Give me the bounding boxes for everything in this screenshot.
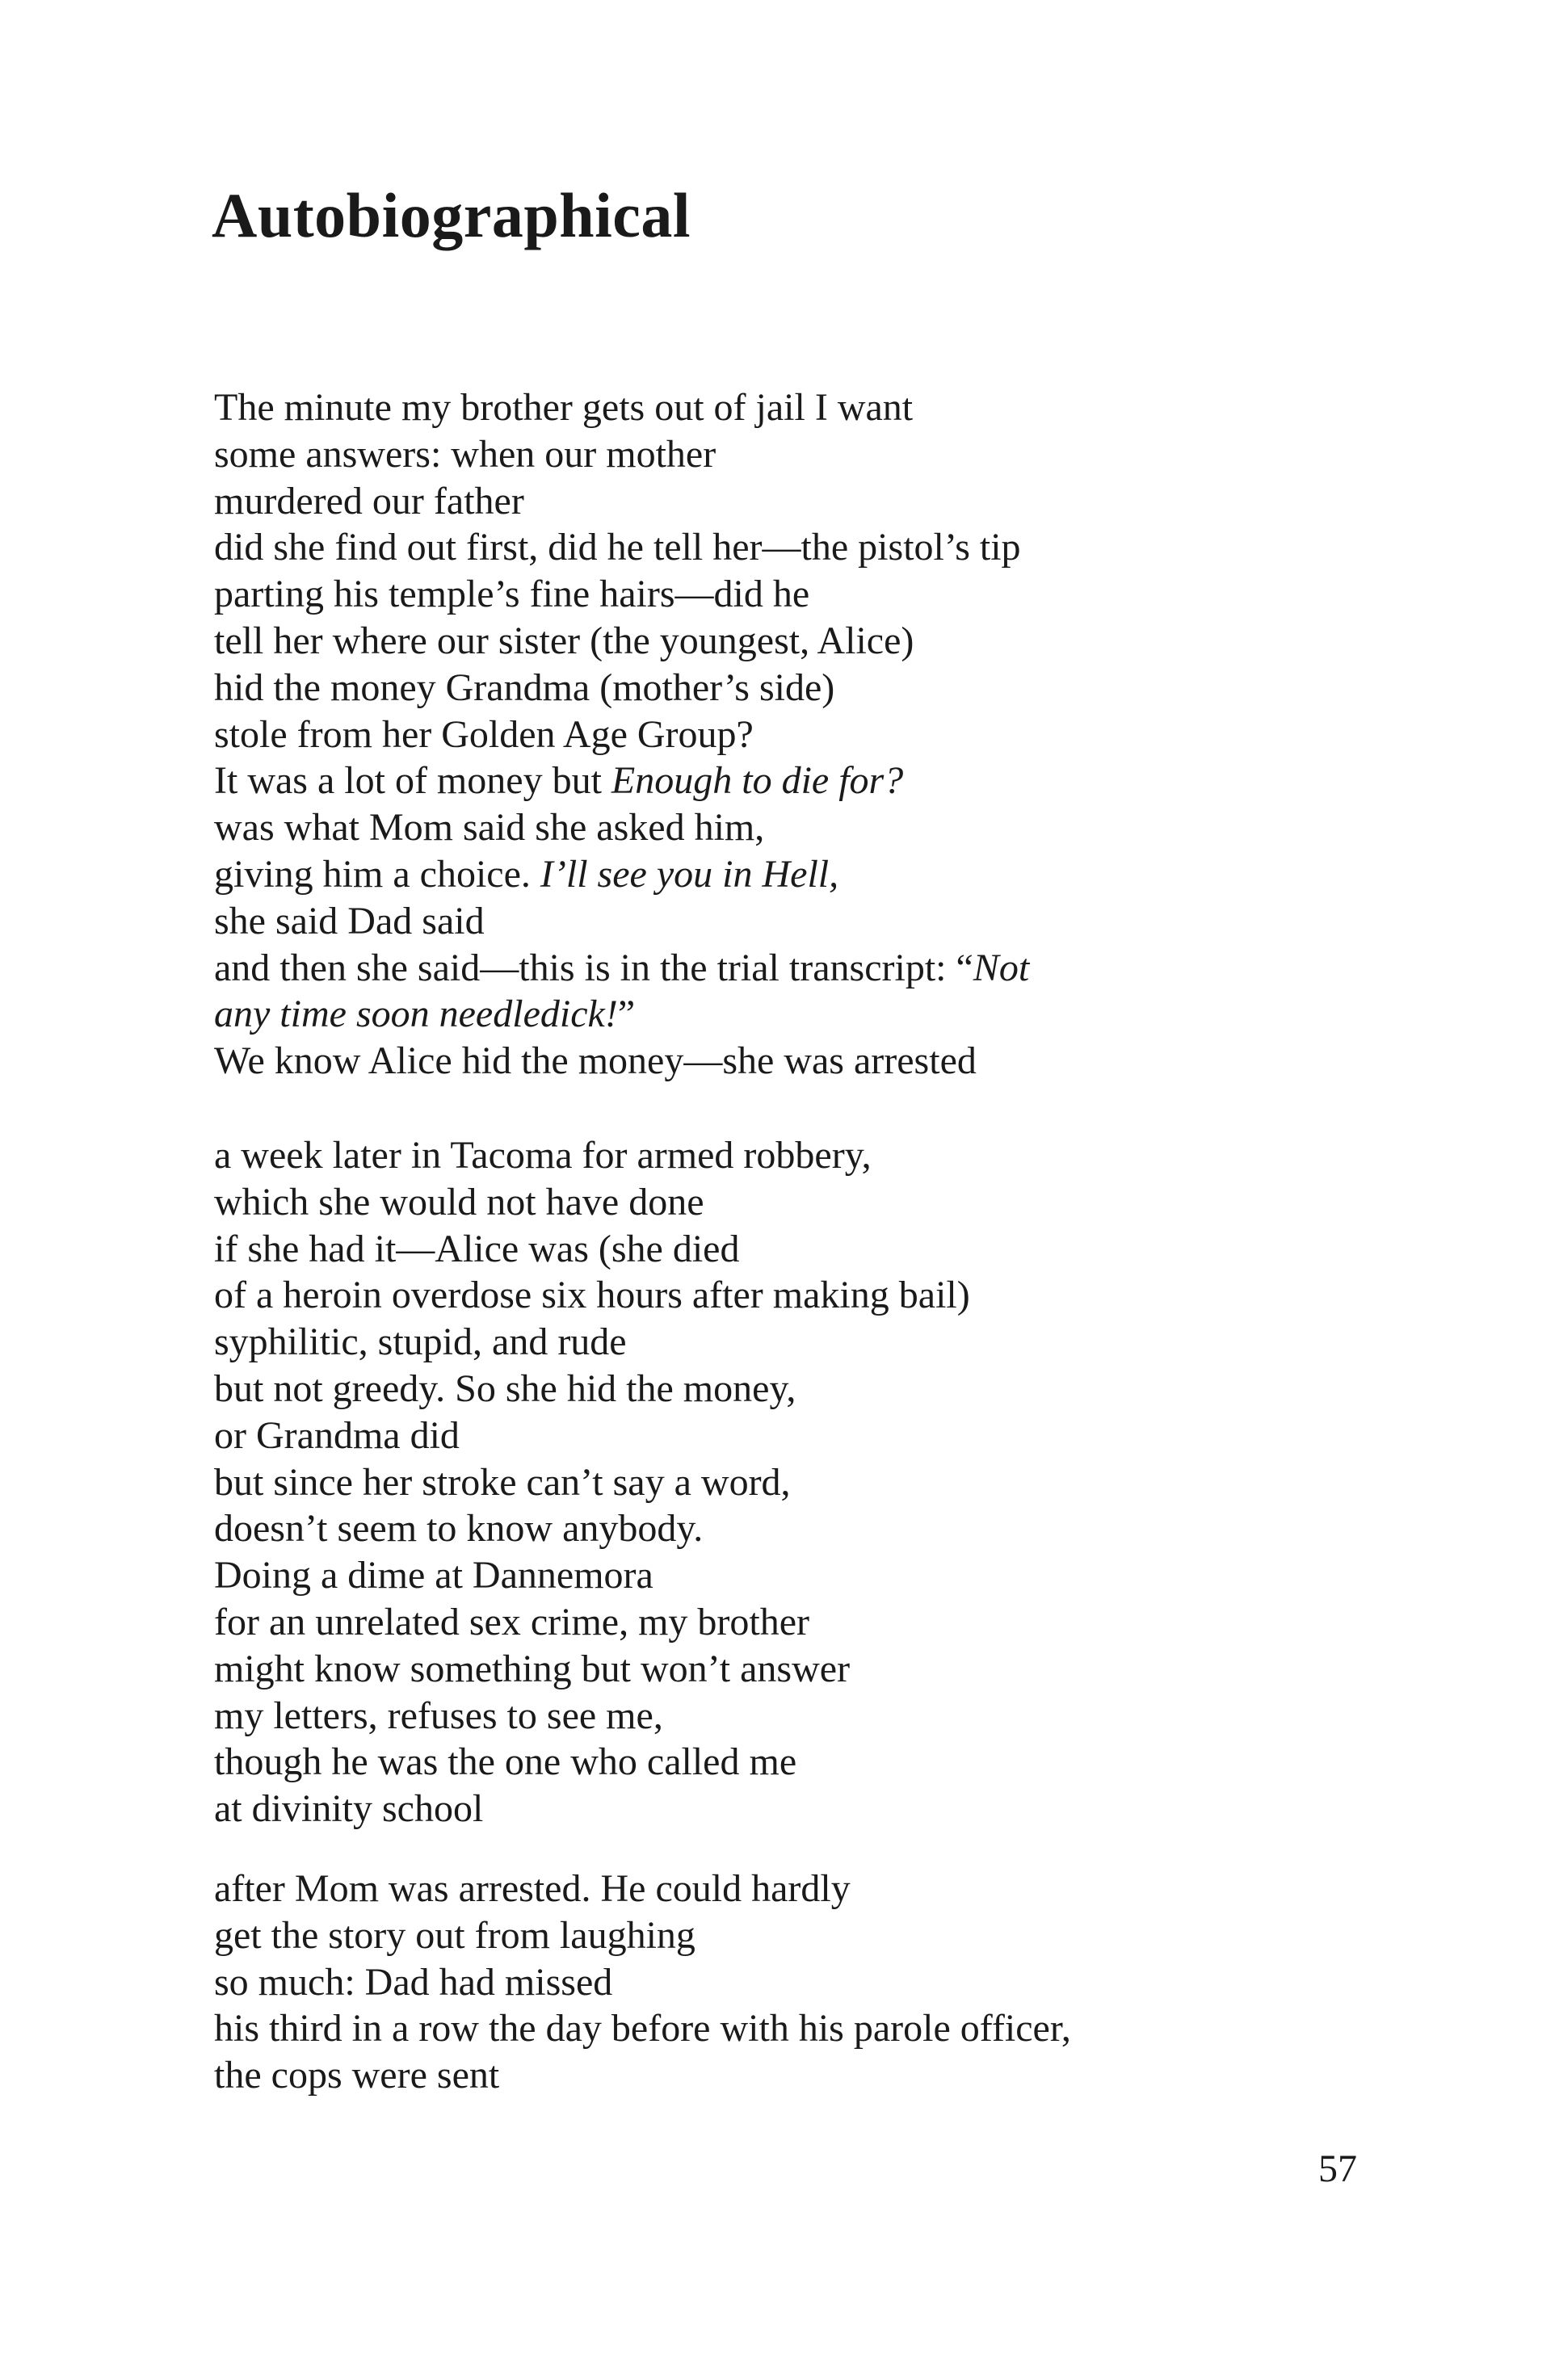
line-italic-text: Enough to die for? (611, 759, 904, 803)
poem-line: The minute my brother gets out of jail I want (214, 386, 914, 429)
poem-line: at divinity school (214, 1787, 484, 1831)
poem-line: she said Dad said (214, 899, 485, 942)
poem-line: did she find out first, did he tell her—the pistol’s tip (214, 526, 1021, 569)
poem-line: of a heroin overdose six hours after making bail) (214, 1274, 970, 1317)
line-italic-text: I’ll see you in Hell, (540, 852, 839, 896)
poem-line: if she had it—Alice was (she died (214, 1227, 740, 1270)
poem-title: Autobiographical (212, 180, 691, 250)
poem-line: so much: Dad had missed (214, 1960, 613, 2004)
poem-line: though he was the one who called me (214, 1740, 797, 1784)
line-text: ” (617, 993, 636, 1036)
poem-line: get the story out from laughing (214, 1913, 695, 1957)
poem-line: murdered our father (214, 479, 524, 523)
stanza-1 (214, 384, 1029, 1085)
stanza-2 (214, 1132, 970, 1832)
poem-line: tell her where our sister (the youngest, Alice) (214, 619, 914, 662)
line-text: and then she said—this is in the trial transcript: “ (214, 946, 973, 989)
poem-line (214, 851, 1029, 898)
poem-line (214, 945, 1029, 992)
poem-line: after Mom was arrested. He could hardly (214, 1867, 851, 1910)
poem-line: was what Mom said she asked him, (214, 806, 765, 850)
page-number: 57 (1318, 2147, 1357, 2190)
line-text: It was a lot of money but (214, 759, 611, 803)
poem-line: for an unrelated sex crime, my brother (214, 1600, 810, 1643)
poem-line: some answers: when our mother (214, 432, 716, 476)
poem-line: doesn’t seem to know anybody. (214, 1507, 704, 1551)
poem-line: parting his temple’s fine hairs—did he (214, 573, 810, 616)
poem-line: hid the money Grandma (mother’s side) (214, 665, 835, 709)
poem-line (214, 758, 1029, 804)
poem-line: or Grandma did (214, 1413, 460, 1457)
poem-line: syphilitic, stupid, and rude (214, 1320, 627, 1364)
poem-line: stole from her Golden Age Group? (214, 712, 754, 756)
poem-line: the cops were sent (214, 2054, 500, 2097)
poem-line: but since her stroke can’t say a word, (214, 1460, 791, 1504)
poem-line: but not greedy. So she hid the money, (214, 1366, 796, 1410)
poem-line (214, 991, 1029, 1038)
line-italic-text: any time soon needledick! (214, 993, 618, 1036)
poem-line: might know something but won’t answer (214, 1647, 851, 1690)
poem-line: which she would not have done (214, 1180, 704, 1224)
line-text: giving him a choice. (214, 852, 540, 896)
line-italic-text: Not (973, 946, 1030, 989)
poem-line: my letters, refuses to see me, (214, 1694, 663, 1737)
poem-line: Doing a dime at Dannemora (214, 1554, 653, 1597)
stanza-3 (214, 1866, 1071, 2099)
poem-line: his third in a row the day before with his parole officer, (214, 2007, 1071, 2050)
poem-line: a week later in Tacoma for armed robbery, (214, 1134, 872, 1177)
poem-line: We know Alice hid the money—she was arrested (214, 1039, 977, 1083)
